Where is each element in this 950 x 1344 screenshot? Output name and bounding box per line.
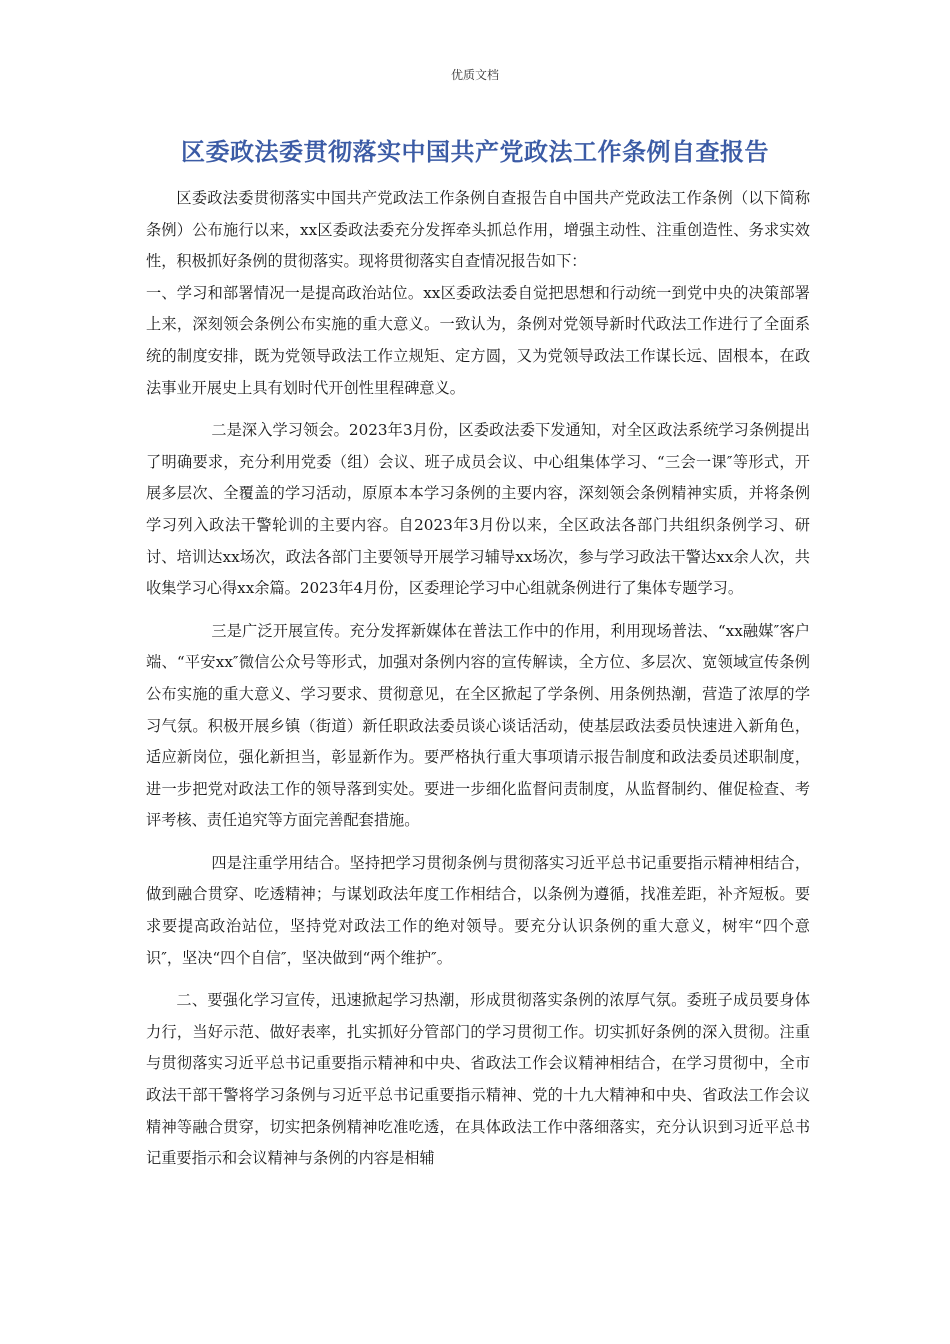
paragraph-gap: [146, 605, 810, 616]
paragraph-point-4: 四是注重学用结合。坚持把学习贯彻条例与贯彻落实习近平总书记重要指示精神相结合，做到融合贯穿、吃透精神；与谋划政法年度工作相结合，以条例为遵循，找准差距，补齐短板。要求要提高政治站位，坚持党对政法工作的绝对领导。要充分认识条例的重大意义，树牢“四个意识″，坚决“四个自信″，坚决做到“两个维护″。: [146, 853, 810, 967]
paragraph-gap: [146, 974, 810, 985]
paragraph-gap: [146, 404, 810, 415]
document-body: [146, 183, 810, 1175]
paragraph-point-2: 二是深入学习领会。2023年3月份，区委政法委下发通知，对全区政法系统学习条例提出了明确要求，充分利用党委（组）会议、班子成员会议、中心组集体学习、“三会一课″等形式，开展多层次、全覆盖的学习活动，原原本本学习条例的主要内容，深刻领会条例精神实质，并将条例学习列入政法干警轮训的主要内容。自2023年3月份以来，全区政法各部门共组织条例学习、研讨、培训达xx场次，政法各部门主要领导开展学习辅导xx场次，参与学习政法干警达xx余人次，共收集学习心得xx余篇。2023年4月份，区委理论学习中心组就条例进行了集体专题学习。: [146, 421, 810, 598]
paragraph-section-1: 一、学习和部署情况一是提高政治站位。xx区委政法委自觉把思想和行动统一到党中央的决策部署上来，深刻领会条例公布实施的重大意义。一致认为，条例对党领导新时代政法工作进行了全面系统的制度安排，既为党领导政法工作立规矩、定方圆，又为党领导政法工作谋长远、固根本，在政法事业开展史上具有划时代开创性里程碑意义。: [146, 283, 810, 397]
header-note: 优质文档: [450, 68, 499, 82]
document-title: 区委政法委贯彻落实中国共产党政法工作条例自查报告: [181, 138, 769, 166]
paragraph-intro: 区委政法委贯彻落实中国共产党政法工作条例自查报告自中国共产党政法工作条例（以下简称条例）公布施行以来，xx区委政法委充分发挥牵头抓总作用，增强主动性、注重创造性、务求实效性，积极抓好条例的贯彻落实。现将贯彻落实自查情况报告如下：: [146, 189, 810, 271]
paragraph-section-2: 二、要强化学习宣传，迅速掀起学习热潮，形成贯彻落实条例的浓厚气氛。委班子成员要身体力行，当好示范、做好表率，扎实抓好分管部门的学习贯彻工作。切实抓好条例的深入贯彻。注重与贯彻落实习近平总书记重要指示精神和中央、省政法工作会议精神相结合，在学习贯彻中，全市政法干部干警将学习条例与习近平总书记重要指示精神、党的十九大精神和中央、省政法工作会议精神等融合贯穿，切实把条例精神吃准吃透，在具体政法工作中落细落实，充分认识到习近平总书记重要指示和会议精神与条例的内容是相辅: [146, 991, 810, 1168]
paragraph-gap: [146, 837, 810, 848]
paragraph-point-3: 三是广泛开展宣传。充分发挥新媒体在普法工作中的作用，利用现场普法、“xx融媒″客户端、“平安xx″微信公众号等形式，加强对条例内容的宣传解读，全方位、多层次、宽领域宣传条例公布实施的重大意义、学习要求、贯彻意见，在全区掀起了学条例、用条例热潮，营造了浓厚的学习气氛。积极开展乡镇（街道）新任职政法委员谈心谈话活动，使基层政法委员快速进入新角色，适应新岗位，强化新担当，彰显新作为。要严格执行重大事项请示报告制度和政法委员述职制度，进一步把党对政法工作的领导落到实处。要进一步细化监督问责制度，从监督制约、催促检查、考评考核、责任追究等方面完善配套措施。: [146, 621, 810, 830]
